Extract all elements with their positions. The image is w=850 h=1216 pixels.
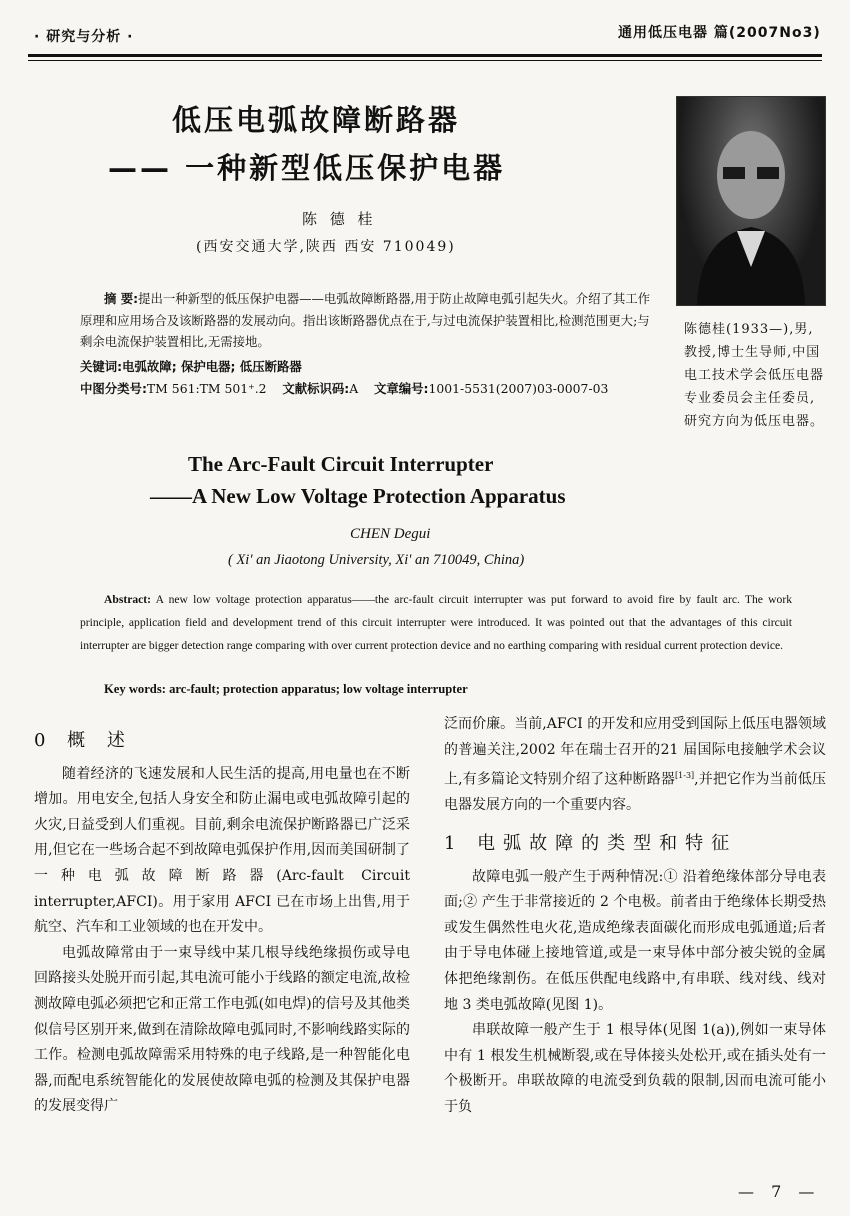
keywords-cn-text: 电弧故障; 保护电器; 低压断路器: [122, 359, 302, 374]
classification-line: [80, 378, 658, 400]
doc-code-value: A: [349, 381, 359, 396]
body-paragraph-3a: 泛而价廉。当前,AFCI 的开发和应用受到国际上低压电器领域的普遍关注,2002 年在瑞士召开的21 届国际电接触学术会议上,有多篇论文特别介绍了这种断路器: [444, 716, 826, 788]
class-value: TM 561:TM 501⁺.2: [146, 381, 267, 396]
affiliation-en: ( Xi' an Jiaotong University, Xi' an 710049, China): [228, 552, 525, 568]
article-no-value: 1001-5531(2007)03-0007-03: [428, 381, 609, 396]
keywords-en-text: arc-fault; protection apparatus; low voltage interrupter: [165, 682, 468, 696]
body-paragraph-2: 电弧故障常由于一束导线中某几根导线绝缘损伤或导电回路接头处脱开而引起,其电流可能小于线路的额定电流,故检测故障电弧必须把它和正常工作电弧(如电焊)的信号及其他类似信号区别开来,做到在清除故障电弧同时,不影响线路实际的工作。检测电弧故障需采用特殊的电子线路,是一种智能化电器,而配电系统智能化的发展使故障电弧的检测及其保护电器的发展变得广: [34, 944, 410, 1115]
doc-code-label: 文献标识码:: [282, 381, 350, 396]
header-rule-thin: [28, 60, 822, 61]
body-right-column: [444, 712, 826, 1121]
author-portrait-photo: [676, 96, 826, 306]
body-paragraph-3: [444, 712, 826, 819]
abstract-cn-text: 提出一种新型的低压保护电器——电弧故障断路器,用于防止故障电弧引起失火。介绍了其工作原理和应用场合及该断路器的发展动向。指出该断路器优点在于,与过电流保护装置相比,检测范围更大;与剩余电流保护装置相比,无需接地。: [80, 291, 651, 349]
author-bio: 陈德桂(1933—),男,教授,博士生导师,中国电工技术学会低压电器专业委员会主任委员,研究方向为低压电器。: [684, 322, 825, 429]
article-no-label: 文章编号:: [373, 381, 429, 396]
title-cn-line1: 低压电弧故障断路器: [172, 103, 461, 137]
class-label: 中图分类号:: [80, 381, 147, 396]
keywords-en: [104, 682, 468, 697]
body-left-column: [34, 728, 410, 1120]
running-header-journal: 通用低压电器 篇(2007No3): [618, 25, 821, 41]
body-paragraph-4: 故障电弧一般产生于两种情况:① 沿着绝缘体部分导电表面;② 产生于非常接近的 2 个电极。前者由于绝缘体长期受热或发生偶然性电火花,造成绝缘表面碳化而形成电弧通道;后者由于导电体碰上接地管道,或是一束导体中部分被尖锐的金属体把绝缘割伤。在低压供配电线路中,有串联、线对线、线对地 3 类电弧故障(见图 1)。: [444, 868, 826, 1013]
keywords-cn: [80, 356, 658, 378]
body-paragraph-3b: ,并把它作为当前低压电器发展方向的一个重要内容。: [444, 771, 826, 814]
body-paragraph-5: 串联故障一般产生于 1 根导体(见图 1(a)),例如一束导体中有 1 根发生机械断裂,或在导体接头处松开,或在插头处有一个极断开。串联故障的电流受到负载的限制,因而电流可能小于负: [444, 1022, 826, 1115]
affiliation-cn: (西安交通大学,陕西 西安 710049): [196, 239, 456, 255]
abstract-cn: [80, 288, 658, 353]
abstract-cn-label: 摘 要:: [104, 291, 139, 306]
abstract-en: [80, 588, 792, 657]
portrait-silhouette: [677, 97, 825, 305]
author-en: CHEN Degui: [350, 526, 431, 542]
citation-ref: [1-3]: [675, 771, 695, 781]
section-1-heading: 1 电弧故障的类型和特征: [444, 833, 738, 855]
title-cn-line2: —— 一种新型低压保护电器: [108, 151, 506, 185]
section-0-heading: 0 概 述: [34, 730, 133, 751]
title-en-line2: ——A New Low Voltage Protection Apparatus: [150, 484, 566, 508]
keywords-cn-label: 关键词:: [80, 359, 123, 374]
abstract-en-text: A new low voltage protection apparatus——the arc-fault circuit interrupter was put forward to avoid fire by fault arc. The work principle, application field and development trend of this circuit interrupter were introduced. It was pointed out that the advantages of this circuit interrupter are bigger detection range comparing with over current protection device and no earthing comparing with residual current protection device.: [80, 593, 792, 652]
header-rule-thick: [28, 54, 822, 57]
page-number: — 7 —: [738, 1182, 821, 1201]
author-cn: 陈 德 桂: [302, 210, 377, 228]
keywords-en-label: Key words:: [104, 682, 166, 696]
abstract-en-label: Abstract:: [104, 593, 152, 606]
title-en-line1: The Arc-Fault Circuit Interrupter: [188, 452, 494, 476]
body-paragraph-1: 随着经济的飞速发展和人民生活的提高,用电量也在不断增加。用电安全,包括人身安全和防止漏电或电弧故障引起的火灾,日益受到人们重视。目前,剩余电流保护断路器已广泛采用,但它在一些场合起不到故障电弧保护作用,因而美国研制了一种电弧故障断路器(Arc-fault Circuit interrupter,AFCI)。用于家用 AFCI 已在市场上出售,用于航空、汽车和工业领域的也在开发中。: [34, 765, 410, 936]
running-header-section: · 研究与分析 ·: [34, 29, 134, 45]
